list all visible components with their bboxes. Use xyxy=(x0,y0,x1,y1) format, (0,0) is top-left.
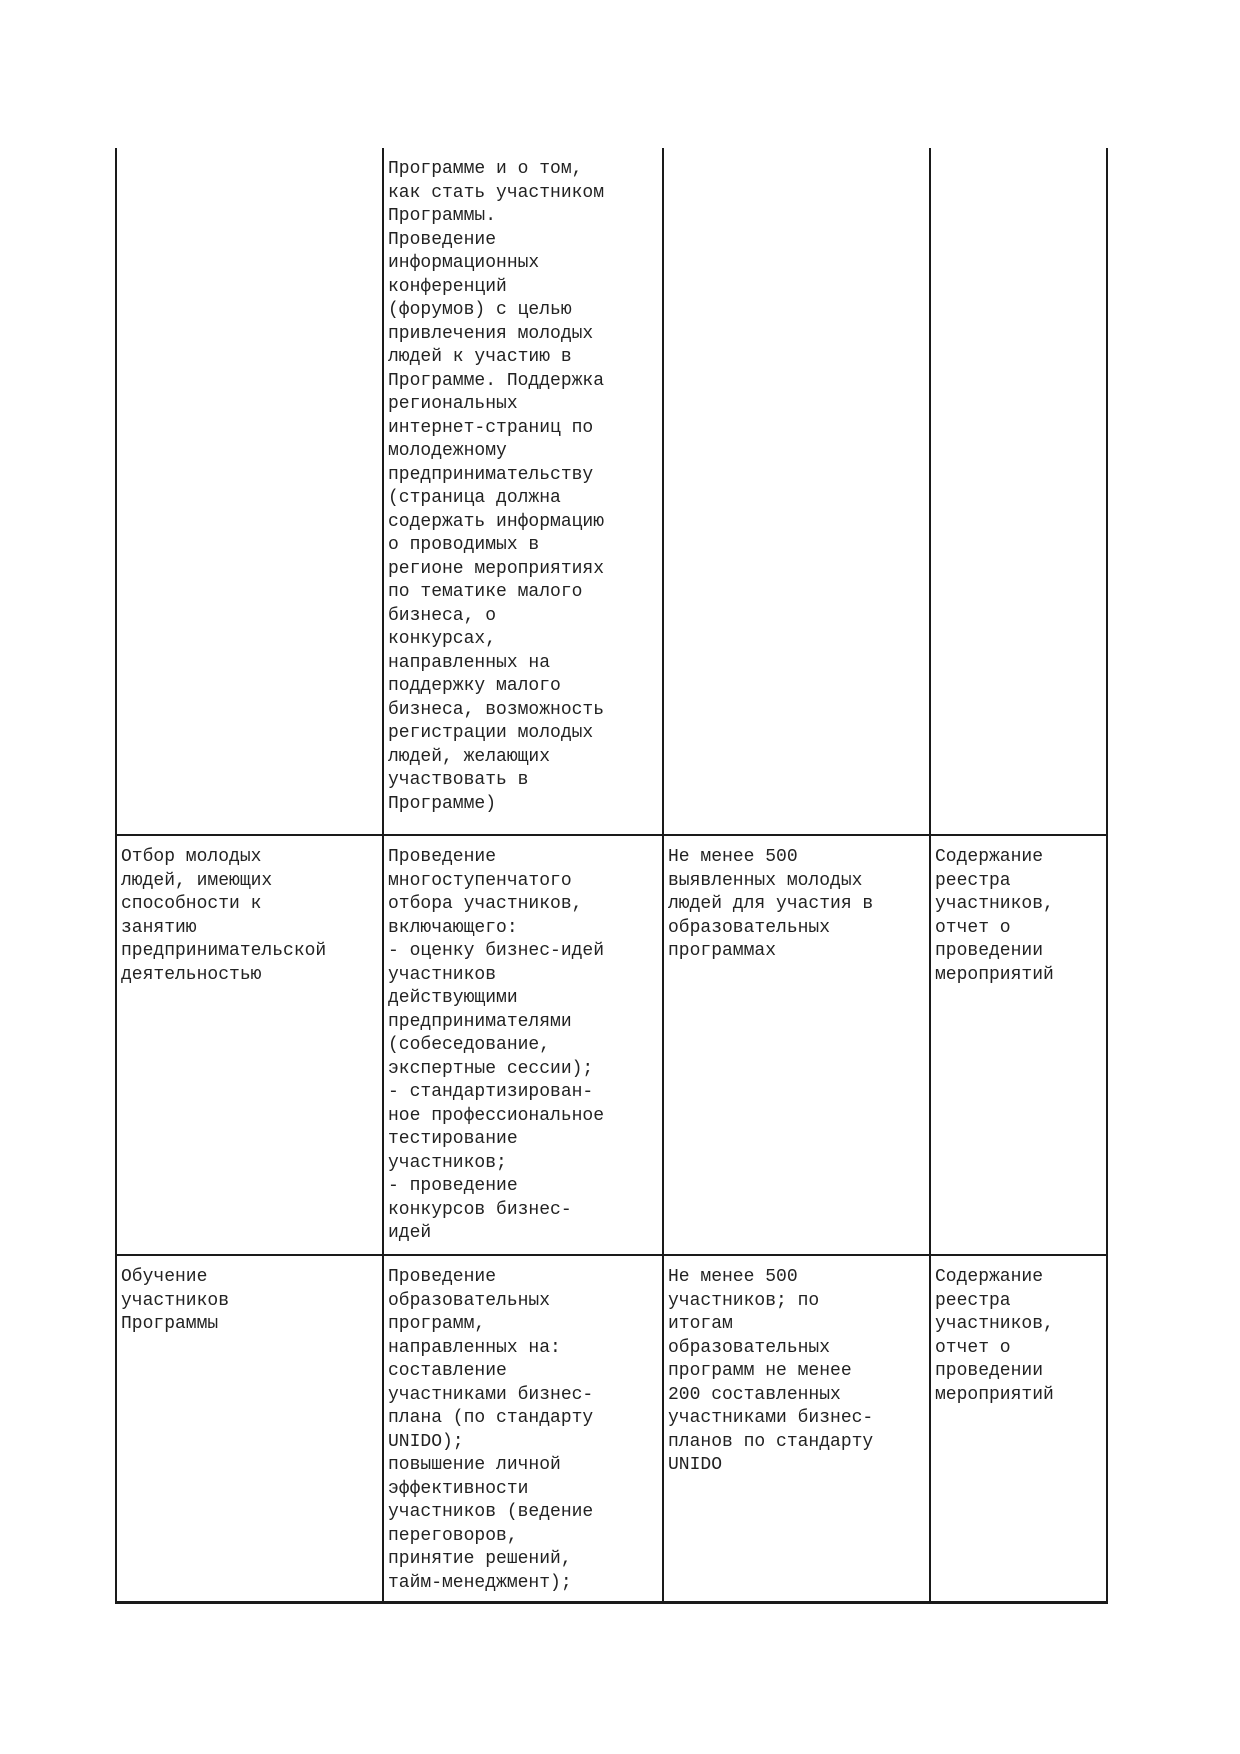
table-cell-results xyxy=(662,148,929,836)
table-cell-task xyxy=(115,148,382,836)
table-row xyxy=(115,1256,1108,1604)
table-cell-activities: Проведение многоступенчатого отбора участников, включающего: - оценку бизнес-идей участников действующими предпринимателями (собеседование, экспертные сессии); - стандартизирован- ное профессиональное тестирование участников; - проведение конкурсов бизнес- идей xyxy=(382,836,662,1256)
table-cell-results: Не менее 500 выявленных молодых людей для участия в образовательных программах xyxy=(662,836,929,1256)
program-table xyxy=(115,148,1108,1604)
table-cell-results: Не менее 500 участников; по итогам образовательных программ не менее 200 составленных участниками бизнес- планов по стандарту UNIDO xyxy=(662,1256,929,1604)
table-cell-task: Обучение участников Программы xyxy=(115,1256,382,1604)
table-cell-activities: Программе и о том, как стать участником Программы. Проведение информационных конференций (форумов) с целью привлечения молодых людей к участию в Программе. Поддержка региональных интернет-страниц по молодежному предпринимательству (страница должна содержать информацию о проводимых в регионе мероприятиях по тематике малого бизнеса, о конкурсах, направленных на поддержку малого бизнеса, возможность регистрации молодых людей, желающих участвовать в Программе) xyxy=(382,148,662,836)
table-row xyxy=(115,836,1108,1256)
table-cell-task: Отбор молодых людей, имеющих способности к занятию предпринимательской деятельностью xyxy=(115,836,382,1256)
table-row xyxy=(115,148,1108,836)
table-cell-activities: Проведение образовательных программ, направленных на: составление участниками бизнес- плана (по стандарту UNIDO); повышение личной эффективности участников (ведение переговоров, принятие решений, тайм-менеджмент); xyxy=(382,1256,662,1604)
table-cell-reporting: Содержание реестра участников, отчет о проведении мероприятий xyxy=(929,1256,1108,1604)
table-cell-reporting xyxy=(929,148,1108,836)
table-cell-reporting: Содержание реестра участников, отчет о проведении мероприятий xyxy=(929,836,1108,1256)
